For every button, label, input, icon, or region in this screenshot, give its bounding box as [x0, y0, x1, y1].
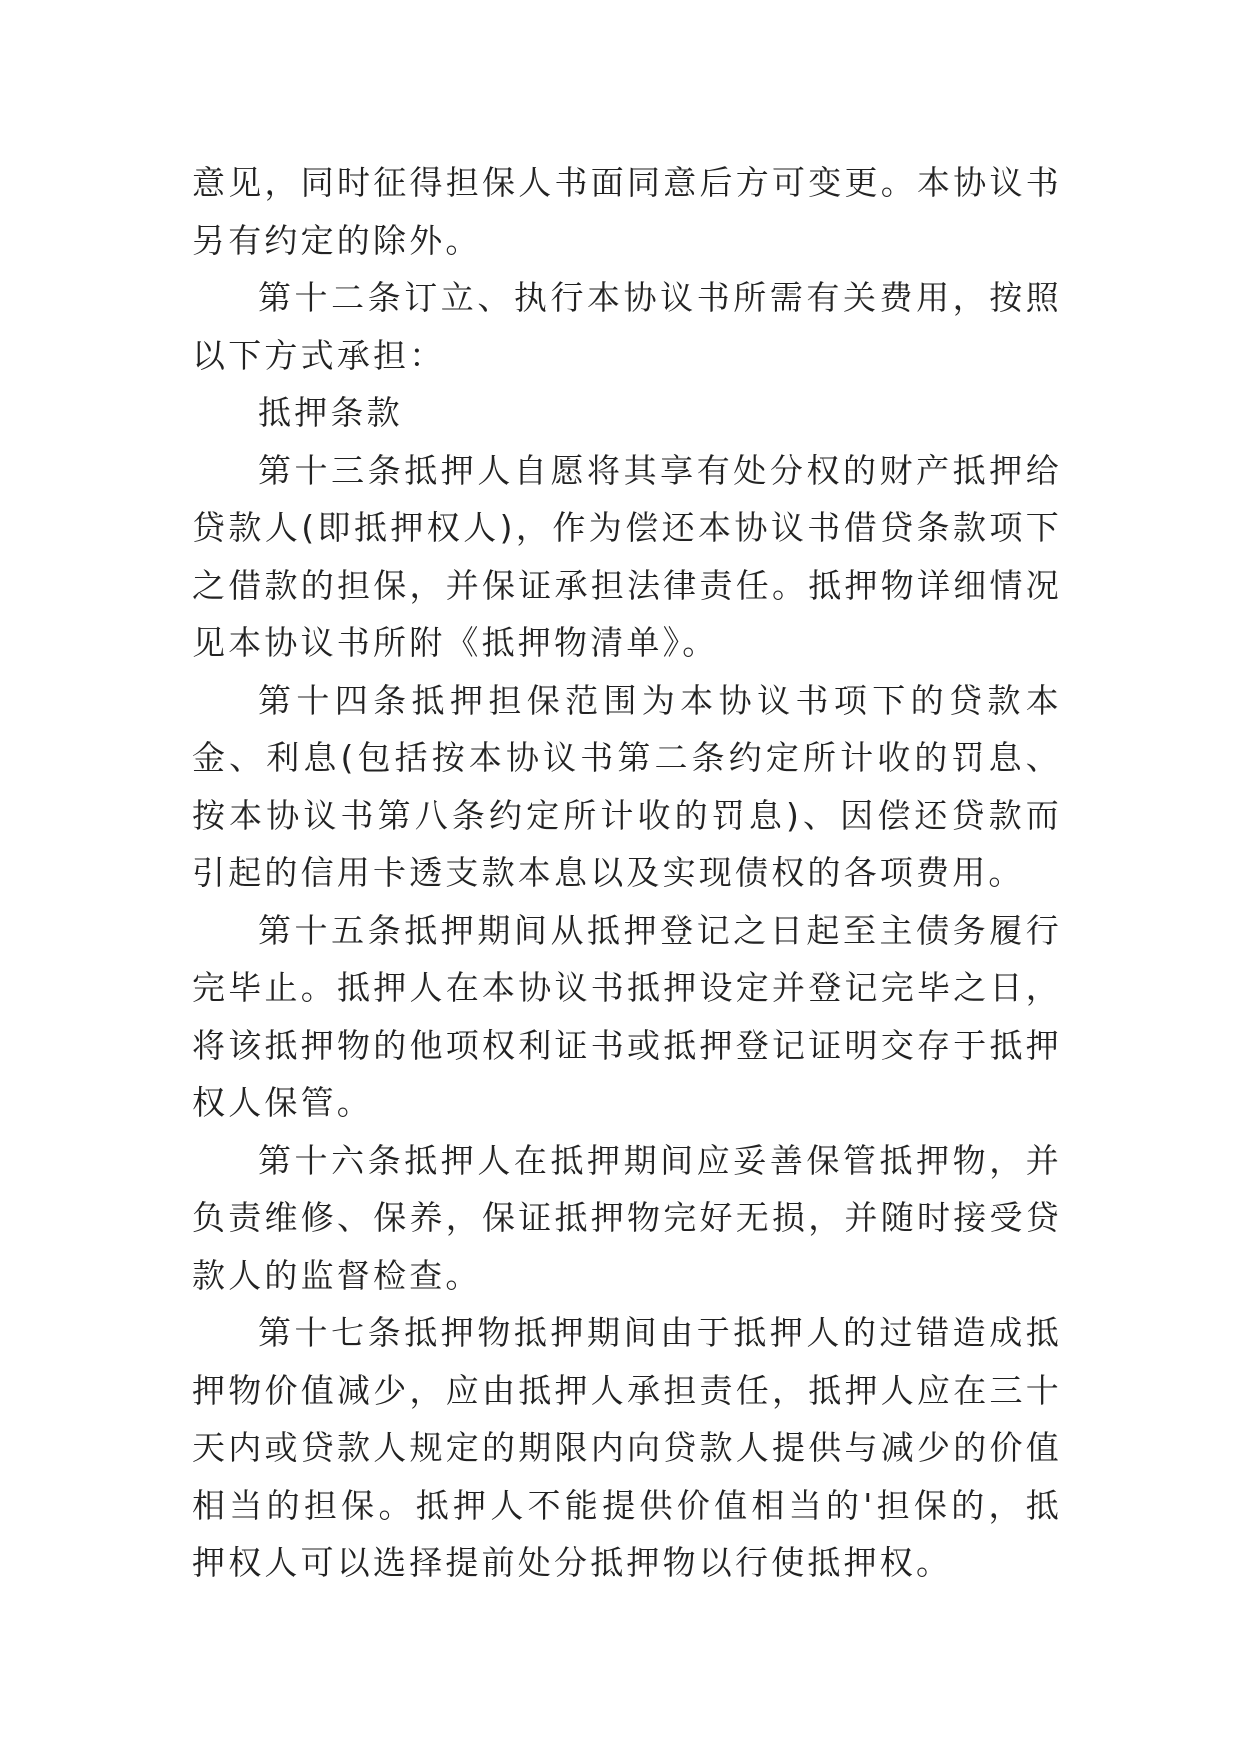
document-body — [192, 154, 1062, 1592]
paragraph-article-14: 第十四条抵押担保范围为本协议书项下的贷款本金、利息(包括按本协议书第二条约定所计收的罚息、按本协议书第八条约定所计收的罚息)、因偿还贷款而引起的信用卡透支款本息以及实现债权的各项费用。 — [192, 680, 1062, 892]
paragraph-article-16: 第十六条抵押人在抵押期间应妥善保管抵押物，并负责维修、保养，保证抵押物完好无损，并随时接受贷款人的监督检查。 — [192, 1140, 1062, 1295]
section-heading-mortgage-clauses: 抵押条款 — [258, 393, 403, 432]
paragraph-article-13: 第十三条抵押人自愿将其享有处分权的财产抵押给贷款人(即抵押权人)，作为偿还本协议书借贷条款项下之借款的担保，并保证承担法律责任。抵押物详细情况见本协议书所附《抵押物清单》。 — [192, 450, 1062, 662]
paragraph-article-12: 第十二条订立、执行本协议书所需有关费用，按照以下方式承担： — [192, 278, 1062, 375]
paragraph-article-17: 第十七条抵押物抵押期间由于抵押人的过错造成抵押物价值减少，应由抵押人承担责任，抵押人应在三十天内或贷款人规定的期限内向贷款人提供与减少的价值相当的担保。抵押人不能提供价值相当的'担保的，抵押权人可以选择提前处分抵押物以行使抵押权。 — [192, 1313, 1062, 1582]
paragraph-article-15: 第十五条抵押期间从抵押登记之日起至主债务履行完毕止。抵押人在本协议书抵押设定并登记完毕之日，将该抵押物的他项权利证书或抵押登记证明交存于抵押权人保管。 — [192, 910, 1062, 1122]
paragraph-continuation: 意见，同时征得担保人书面同意后方可变更。本协议书另有约定的除外。 — [192, 163, 1062, 260]
